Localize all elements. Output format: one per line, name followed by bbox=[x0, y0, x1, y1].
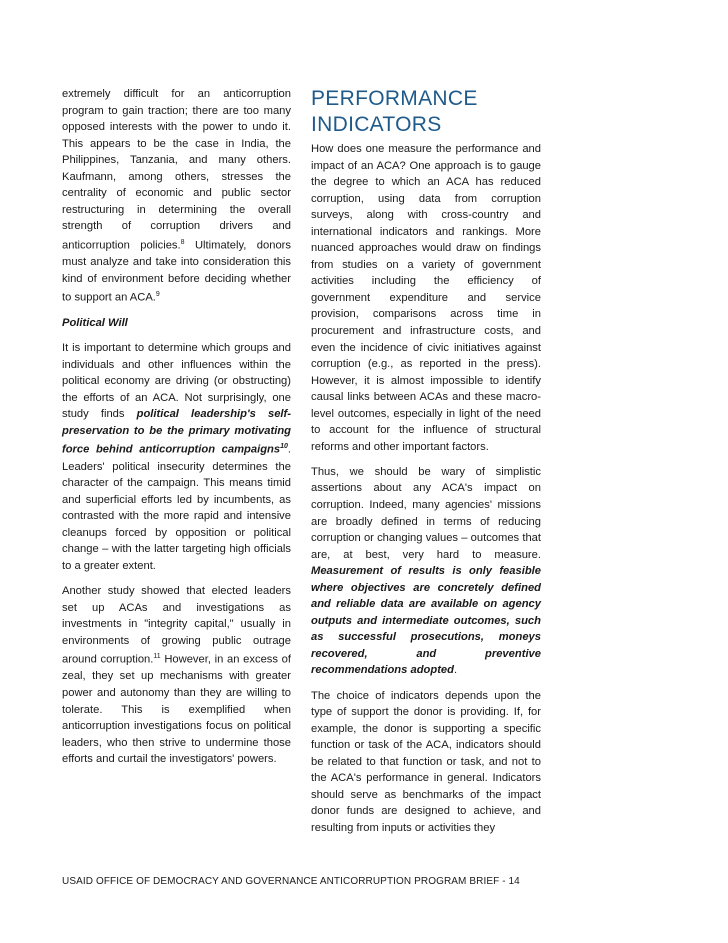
left-paragraph-3 bbox=[62, 583, 291, 768]
heading-line-1: PERFORMANCE bbox=[311, 87, 478, 110]
left-paragraph-2 bbox=[62, 340, 291, 574]
right-paragraph-1: How does one measure the performance and impact of an ACA? One approach is to gauge the degree to which an ACA has reduced corruption, using data from corruption surveys, along with cross-country and international indicators and rankings. More nuanced approaches would draw on findings from studies on a variety of government activities including the efficiency of government expenditure and service provision, comparisons across time in procurement and infrastructure costs, and even the incidence of civic initiatives against corruption (e.g., as reported in the press). However, it is almost impossible to identify causal links between ACAs and these macro-level outcomes, especially in light of the need to account for the influence of structural reforms and other important factors. bbox=[311, 143, 541, 453]
left-p2b-text: . Leaders' political insecurity determines the character of the campaign. This means timid and superficial efforts led by incumbents, as contrasted with the more rapid and intensive cleanups forced by opposition or political change – with the latter targeting high officials to a greater extent. bbox=[62, 444, 291, 572]
heading-line-2: INDICATORS bbox=[311, 113, 442, 136]
footnote-10: 10 bbox=[280, 443, 288, 451]
left-column bbox=[62, 86, 291, 776]
right-paragraph-3: The choice of indicators depends upon the type of support the donor is providing. If, for example, the donor is supporting a specific function or task of the ACA, indicators should be related to that function or task, and not to the ACA's performance in general. Indicators should serve as benchmarks of the impact donor funds are designed to achieve, and resulting from inputs or activities they bbox=[311, 689, 541, 834]
right-p2-emphasis: Measurement of results is only feasible where objectives are concretely defined and reliable data are available on agency outputs and intermediate outcomes, such as successful prosecutions, moneys recovered, and preventive recommendations adopted bbox=[311, 565, 541, 677]
left-p1-text: extremely difficult for an anticorruption program to gain traction; there are too many opposed interests with the power to undo it. This appears to be the case in India, the Philippines, Tanzania, and many others. Kaufmann, among others, stresses the centrality of economic and public sector restructuring in determining the overall strength of corruption drivers and anticorruption policies. bbox=[62, 88, 291, 252]
right-p2a-text: Thus, we should be wary of simplistic assertions about any ACA's impact on corruption. Indeed, many agencies' missions are broadly defined in terms of reducing corruption or changing values – outcomes that are, at best, very hard to measure. bbox=[311, 465, 541, 561]
right-column bbox=[311, 86, 541, 845]
section-heading bbox=[311, 86, 541, 138]
left-paragraph-1 bbox=[62, 86, 291, 307]
left-p3b-text: However, in an excess of zeal, they set up mechanisms with greater power and autonomy than they are willing to tolerate. This is exemplified when anticorruption investigations focus on political leaders, who then strive to undermine those efforts and curtail the investigators' powers. bbox=[62, 653, 291, 766]
left-p2-emphasis: political leadership's self-preservation to be the primary motivating force behind anticorruption campaigns bbox=[62, 408, 291, 457]
right-p2b-text: . bbox=[453, 664, 458, 677]
subheading-political-will: Political Will bbox=[62, 317, 128, 330]
footnote-9: 9 bbox=[155, 291, 160, 299]
left-p1b-text: Ultimately, donors must analyze and take into consideration this kind of environment before deciding whether to support an ACA. bbox=[62, 239, 292, 305]
footnote-8: 8 bbox=[180, 238, 185, 246]
left-p3a-text: Another study showed that elected leaders set up ACAs and investigations as investments in "integrity capital," usually in environments of growing public outrage around corruption. bbox=[62, 585, 291, 666]
right-paragraph-2 bbox=[311, 464, 541, 679]
footnote-11: 11 bbox=[153, 653, 161, 661]
left-p2a-text: It is important to determine which groups and individuals and other influences within the political economy are driving (or obstructing) the efforts of an ACA. Not surprisingly, one study finds bbox=[62, 342, 291, 421]
page-footer: USAID OFFICE OF DEMOCRACY AND GOVERNANCE ANTICORRUPTION PROGRAM BRIEF - 14 bbox=[62, 876, 520, 887]
